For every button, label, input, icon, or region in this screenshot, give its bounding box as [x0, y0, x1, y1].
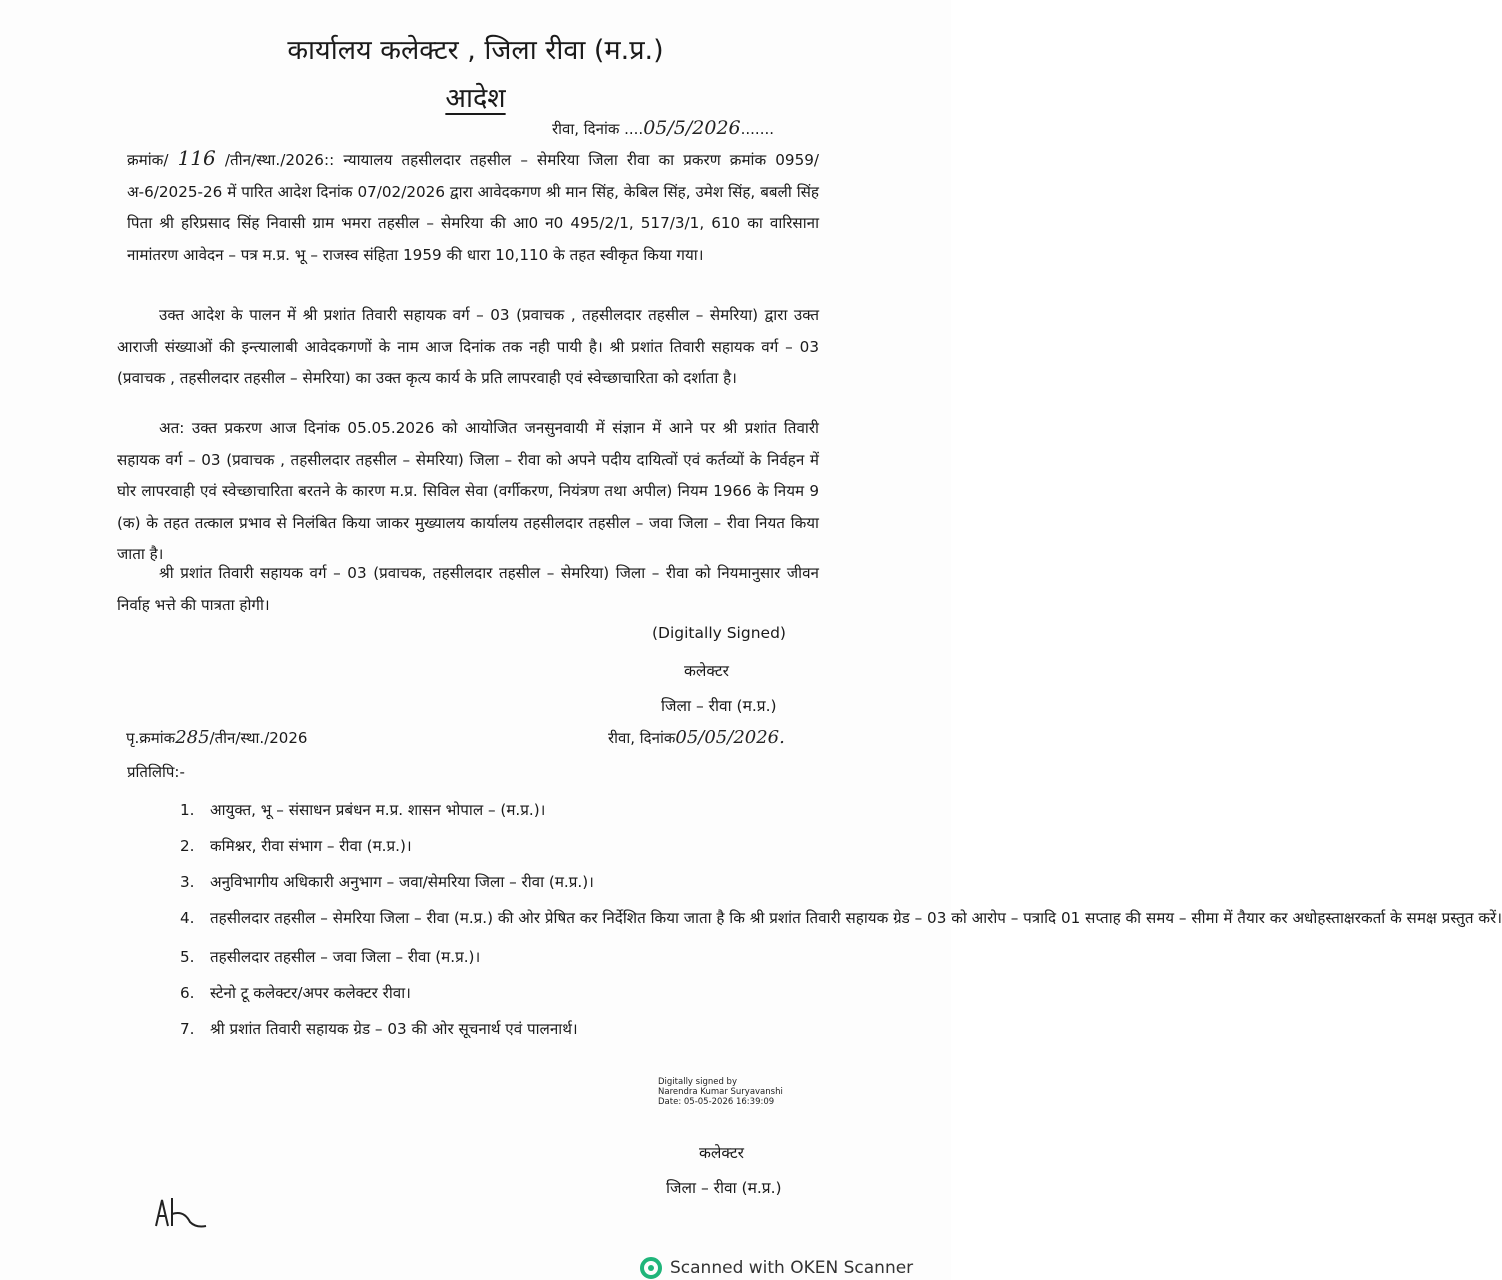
list-item: 7. श्री प्रशांत तिवारी सहायक ग्रेड – 03 की ओर सूचनार्थ एवं पालनार्थ।	[180, 1020, 578, 1038]
copy-recipient-list	[180, 795, 1502, 1050]
reference-prefix: क्रमांक/	[127, 151, 169, 169]
handwritten-endorsement-date: 05/05/2026.	[675, 727, 785, 748]
collector-district-bottom: जिला – रीवा (म.प्र.)	[666, 1179, 782, 1197]
collector-designation-bottom: कलेक्टर	[699, 1144, 745, 1162]
copy-to-label: प्रतिलिपि:-	[127, 763, 185, 781]
order-heading: आदेश	[445, 83, 506, 114]
handwritten-initials	[150, 1188, 210, 1233]
list-item: 6. स्टेनो टू कलेक्टर/अपर कलेक्टर रीवा।	[180, 984, 411, 1002]
oken-scanner-logo-icon	[640, 1257, 662, 1279]
digitally-signed-note: (Digitally Signed)	[652, 624, 786, 642]
paragraph-3: अत: उक्त प्रकरण आज दिनांक 05.05.2026 को आयोजित जनसुनवायी में संज्ञान में आने पर श्री प्रशांत तिवारी सहायक वर्ग – 03 (प्रवाचक , तहसीलदार तहसील – सेमरिया) जिला – रीवा को अपने पदीय दायित्वों एवं कर्तव्यों के निर्वहन में घोर लापरवाही एवं स्वेच्छाचारिता बरतने के कारण म.प्र. सिविल सेवा (वर्गीकरण, नियंत्रण तथा अपील) नियम 1966 के नियम 9 (क) के तहत तत्काल प्रभाव से निलंबित किया जाकर मुख्यालय कार्यालय तहसीलदार तहसील – जवा जिला – रीवा नियत किया जाता है।	[117, 419, 819, 563]
endorsement-reference	[126, 727, 307, 748]
digital-signature-stamp: Digitally signed by Narendra Kumar Suryavanshi Date: 05-05-2026 16:39:09	[658, 1077, 783, 1107]
list-item: 3. अनुविभागीय अधिकारी अनुभाग – जवा/सेमरिया जिला – रीवा (म.प्र.)।	[180, 873, 594, 891]
reference-suffix: /तीन/स्था./2026::	[224, 151, 335, 169]
endorsement-date-line	[608, 727, 785, 748]
office-title: कार्यालय कलेक्टर , जिला रीवा (म.प्र.)	[287, 35, 664, 66]
collector-district-top: जिला – रीवा (म.प्र.)	[661, 697, 777, 715]
handwritten-endorsement-number: 285	[175, 727, 210, 748]
scanner-label: Scanned with OKEN Scanner	[670, 1258, 914, 1278]
list-item: 4. तहसीलदार तहसील – सेमरिया जिला – रीवा (म.प्र.) की ओर प्रेषित कर निर्देशित किया जाता है कि श्री प्रशांत तिवारी सहायक ग्रेड – 03 को आरोप – पत्रादि 01 सप्ताह की समय – सीमा में तैयार कर अधोहस्ताक्षरकर्ता के समक्ष प्रस्तुत करें।	[180, 909, 1502, 927]
handwritten-reference-number: 116	[177, 146, 216, 170]
endorsement-suffix: /तीन/स्था./2026	[209, 729, 308, 747]
paragraph-4: श्री प्रशांत तिवारी सहायक वर्ग – 03 (प्रवाचक, तहसीलदार तहसील – सेमरिया) जिला – रीवा को नियमानुसार जीवन निर्वाह भत्ते की पात्रता होगी।	[117, 564, 819, 614]
list-item: 2. कमिश्नर, रीवा संभाग – रीवा (म.प्र.)।	[180, 837, 412, 855]
paragraph-2: उक्त आदेश के पालन में श्री प्रशांत तिवारी सहायक वर्ग – 03 (प्रवाचक , तहसीलदार तहसील – सेमरिया) द्वारा उक्त आराजी संख्याओं की इन्त्यालाबी आवेदकगणों के नाम आज दिनांक तक नही पायी है। श्री प्रशांत तिवारी सहायक वर्ग – 03 (प्रवाचक , तहसीलदार तहसील – सेमरिया) का उक्त कृत्य कार्य के प्रति लापरवाही एवं स्वेच्छाचारिता को दर्शाता है।	[117, 306, 819, 387]
paragraph-1	[127, 143, 819, 271]
endorsement-prefix: पृ.क्रमांक	[126, 729, 176, 747]
handwritten-order-date: 05/5/2026	[643, 117, 741, 139]
collector-designation-top: कलेक्टर	[684, 662, 730, 680]
order-date-label: रीवा, दिनांक ....	[552, 120, 644, 138]
list-item: 5. तहसीलदार तहसील – जवा जिला – रीवा (म.प्र.)।	[180, 948, 481, 966]
endorsement-date-label: रीवा, दिनांक	[608, 729, 676, 747]
scanner-watermark	[640, 1257, 913, 1279]
list-item: 1. आयुक्त, भू – संसाधन प्रबंधन म.प्र. शासन भोपाल – (म.प्र.)।	[180, 801, 546, 819]
order-date-line: रीवा, दिनांक ....05/5/2026.......	[552, 117, 775, 139]
paragraph-1-text: न्यायालय तहसीलदार तहसील – सेमरिया जिला रीवा का प्रकरण क्रमांक 0959/अ-6/2025-26 में पारित आदेश दिनांक 07/02/2026 द्वारा आवेदकगण श्री मान सिंह, केबिल सिंह, उमेश सिंह, बबली सिंह पिता श्री हरिप्रसाद सिंह निवासी ग्राम भमरा तहसील – सेमरिया की आ0 न0 495/2/1, 517/3/1, 610 का वारिसाना नामांतरण आवेदन – पत्र म.प्र. भू – राजस्व संहिता 1959 की धारा 10,110 के तहत स्वीकृत किया गया।	[127, 151, 820, 264]
